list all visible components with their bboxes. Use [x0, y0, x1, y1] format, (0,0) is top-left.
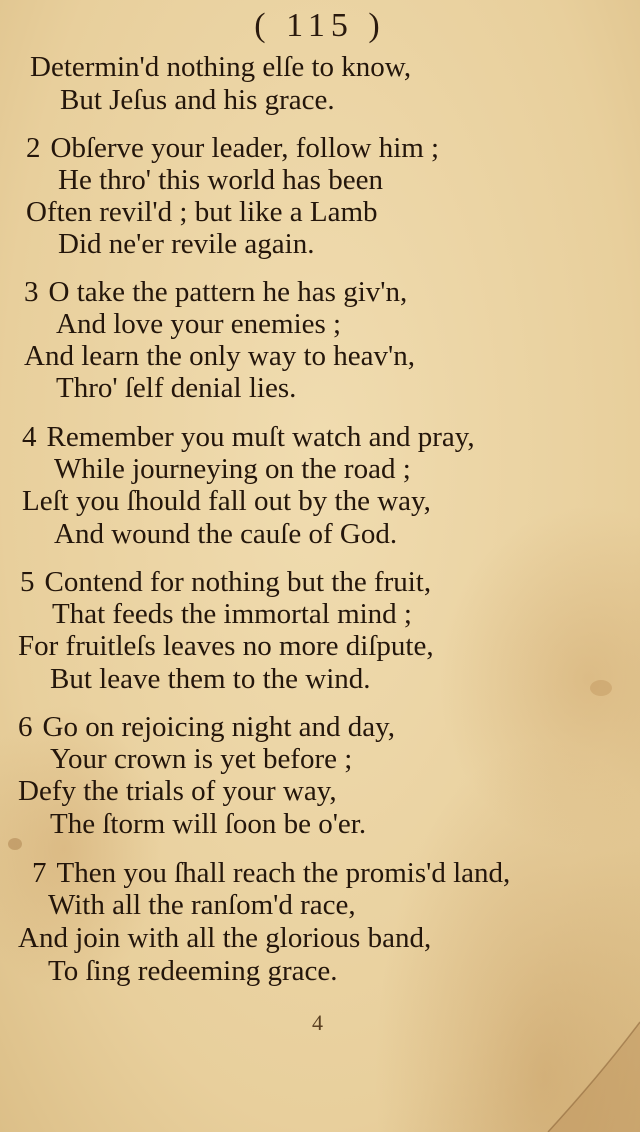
verse-line [18, 629, 434, 663]
verse-text: The ſtorm will ſoon be o'er. [50, 808, 367, 840]
verse-text: And join with all the glorious band, [18, 922, 432, 954]
verse-line [56, 371, 296, 405]
verse-line [48, 888, 356, 922]
verse-text: And learn the only way to heav'n, [24, 340, 415, 372]
verse-line [26, 131, 439, 165]
verse-text: And wound the cauſe of God. [54, 518, 398, 550]
verse-text: Often revil'd ; but like a Lamb [26, 196, 378, 228]
foxing-stain [590, 680, 612, 696]
verse-line [54, 517, 397, 551]
page-fold-corner [530, 1002, 640, 1132]
verse-line [20, 565, 431, 599]
verse-line [50, 807, 366, 841]
page-number: ( 115 ) [254, 7, 386, 44]
verse-text: Remember you muſt watch and pray, [46, 421, 475, 453]
verse-line [24, 339, 415, 373]
verse-text: That feeds the immortal mind ; [52, 598, 412, 630]
verse-line [56, 307, 341, 341]
verse-text: Leſt you ſhould fall out by the way, [22, 485, 431, 517]
verse-line [32, 856, 510, 890]
verse-line [58, 163, 383, 197]
verse-line [22, 420, 475, 454]
verse-line [50, 662, 371, 696]
verse-text: Thro' ſelf denial lies. [56, 372, 297, 404]
verse-text: Go on rejoicing night and day, [42, 711, 395, 743]
verse-text: Determin'd nothing elſe to know, [30, 51, 412, 83]
verse-number: 7 [32, 857, 47, 889]
verse-text: And love your enemies ; [56, 308, 342, 340]
verse-line [22, 484, 431, 518]
verse-line [30, 50, 411, 84]
verse-text: Defy the trials of your way, [18, 775, 337, 807]
verse-text: While journeying on the road ; [54, 453, 411, 485]
verse-text: Contend for nothing but the fruit, [44, 566, 432, 598]
verse-line [18, 774, 337, 808]
verse-text: For fruitleſs leaves no more diſpute, [18, 630, 434, 662]
verse-text: Your crown is yet before ; [50, 743, 353, 775]
verse-line [54, 452, 411, 486]
verse-line [50, 742, 352, 776]
verse-text: But leave them to the wind. [50, 663, 371, 695]
verse-text: To ſing redeeming grace. [48, 955, 338, 987]
verse-line [26, 195, 378, 229]
verse-number: 6 [18, 711, 33, 743]
verse-text: O take the pattern he has giv'n, [48, 276, 408, 308]
verse-text: Did ne'er revile again. [58, 228, 315, 260]
verse-text: Then you ſhall reach the promis'd land, [56, 857, 511, 889]
verse-number: 3 [24, 276, 39, 308]
verse-line [18, 921, 431, 955]
verse-text: Obſerve your leader, follow him ; [50, 132, 440, 164]
verse-number: 5 [20, 566, 35, 598]
foxing-stain [8, 838, 22, 850]
verse-number: 4 [22, 421, 37, 453]
verse-line [52, 597, 412, 631]
verse-text: But Jeſus and his grace. [60, 84, 335, 116]
verse-line [48, 954, 337, 988]
verse-line [18, 710, 395, 744]
verse-line [24, 275, 407, 309]
verse-number: 2 [26, 132, 41, 164]
verse-line [58, 227, 314, 261]
verse-text: He thro' this world has been [58, 164, 383, 196]
catchword: 4 [312, 1010, 323, 1035]
verse-line [60, 83, 335, 117]
verse-text: With all the ranſom'd race, [48, 889, 356, 921]
